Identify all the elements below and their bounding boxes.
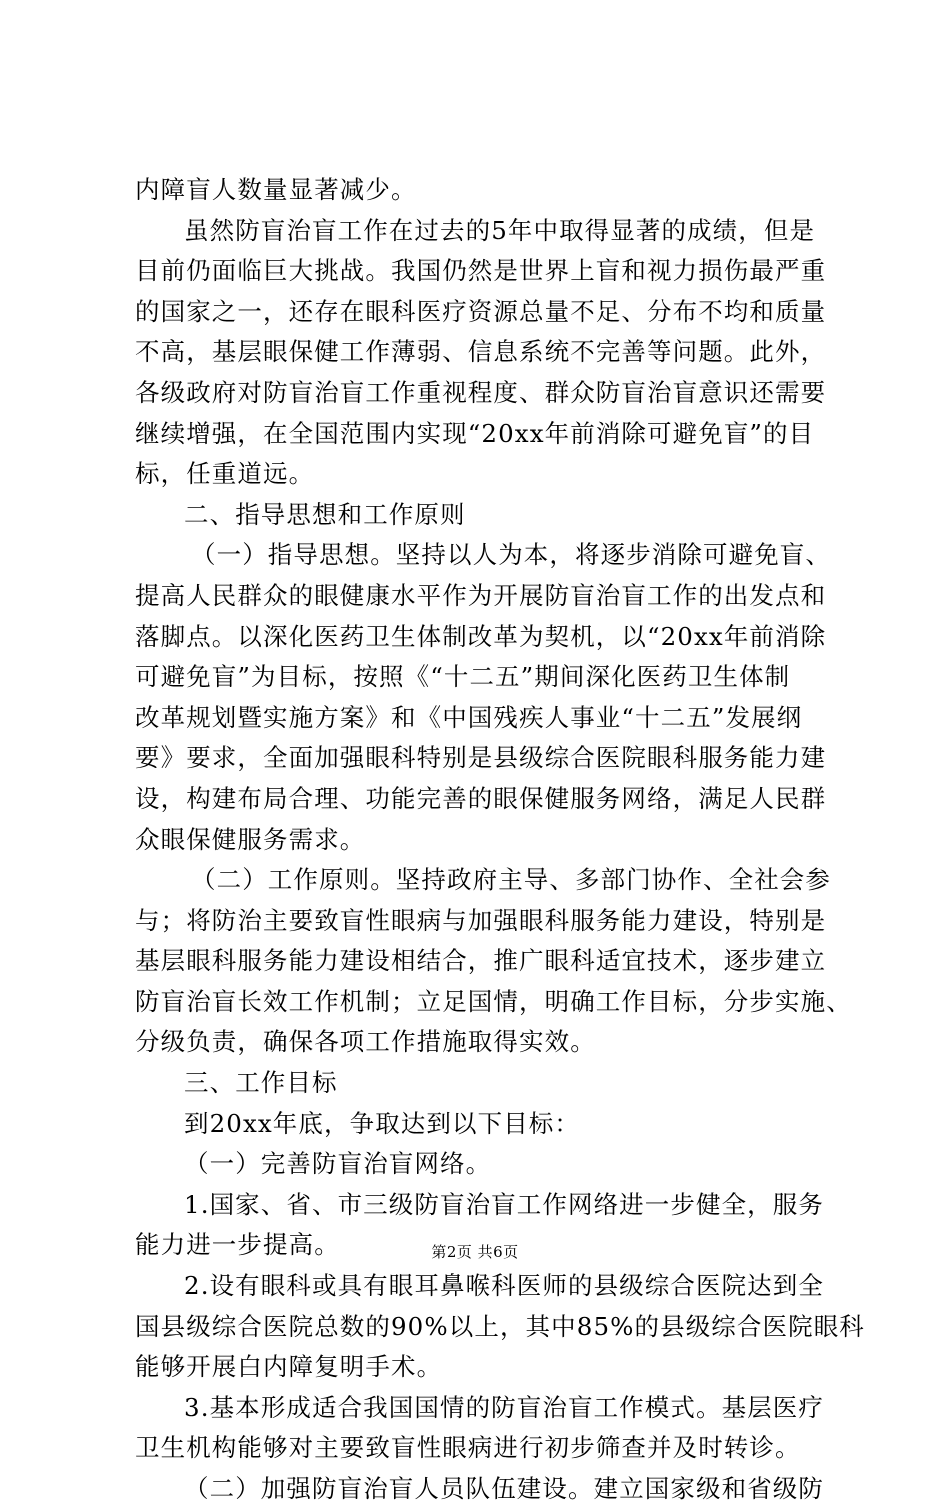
text-line: （二）加强防盲治盲人员队伍建设。建立国家级和省级防 (184, 1474, 824, 1503)
text-line: 3.基本形成适合我国国情的防盲治盲工作模式。基层医疗 (184, 1392, 824, 1422)
text-line: 防盲治盲长效工作机制；立足国情，明确工作目标，分步实施、 (135, 986, 852, 1016)
text-line: 2.设有眼科或具有眼耳鼻喉科医师的县级综合医院达到全 (184, 1271, 824, 1301)
text-line: （一）指导思想。坚持以人为本，将逐步消除可避免盲、 (191, 540, 831, 570)
text-line: 与；将防治主要致盲性眼病与加强眼科服务能力建设，特别是 (135, 905, 827, 935)
text-line: 可避免盲”为目标，按照《“十二五”期间深化医药卫生体制 (135, 662, 791, 692)
text-line: 各级政府对防盲治盲工作重视程度、群众防盲治盲意识还需要 (135, 377, 827, 407)
text-line: 内障盲人数量显著减少。 (135, 175, 417, 204)
text-line: （二）工作原则。坚持政府主导、多部门协作、全社会参 (191, 865, 831, 895)
section-heading: 三、工作目标 (184, 1068, 338, 1098)
document-body (135, 170, 865, 1510)
page-number-footer: 第2页 共6页 (431, 1243, 519, 1261)
text-line: 卫生机构能够对主要致盲性眼病进行初步筛查并及时转诊。 (135, 1433, 801, 1463)
text-line: 提高人民群众的眼健康水平作为开展防盲治盲工作的出发点和 (135, 580, 827, 610)
text-line: 设，构建布局合理、功能完善的眼保健服务网络，满足人民群 (135, 783, 827, 813)
text-line: 能力进一步提高。 (135, 1230, 340, 1260)
text-line: 国县级综合医院总数的90%以上，其中85%的县级综合医院眼科 (135, 1311, 865, 1341)
text-line: 分级负责，确保各项工作措施取得实效。 (135, 1027, 596, 1057)
text-line: 目前仍面临巨大挑战。我国仍然是世界上盲和视力损伤最严重 (135, 256, 827, 286)
text-line: 到20xx年底，争取达到以下目标： (184, 1108, 581, 1138)
text-line: 改革规划暨实施方案》和《中国残疾人事业“十二五”发展纲 (135, 702, 803, 732)
text-line: 基层眼科服务能力建设相结合，推广眼科适宜技术，逐步建立 (135, 946, 827, 976)
text-line: 不高，基层眼保健工作薄弱、信息系统不完善等问题。此外， (135, 337, 827, 367)
text-line: 虽然防盲治盲工作在过去的5年中取得显著的成绩，但是 (184, 215, 816, 245)
text-line: 要》要求，全面加强眼科特别是县级综合医院眼科服务能力建 (135, 743, 827, 773)
subsection-heading: （一）完善防盲治盲网络。 (184, 1149, 492, 1179)
text-line: 的国家之一，还存在眼科医疗资源总量不足、分布不均和质量 (135, 296, 827, 326)
text-line: 继续增强，在全国范围内实现“20xx年前消除可避免盲”的目 (135, 418, 815, 448)
text-line: 落脚点。以深化医药卫生体制改革为契机，以“20xx年前消除 (135, 621, 827, 651)
section-heading: 二、指导思想和工作原则 (184, 499, 466, 529)
text-line: 标，任重道远。 (135, 459, 315, 489)
text-line: 众眼保健服务需求。 (135, 824, 366, 854)
text-line: 1.国家、省、市三级防盲治盲工作网络进一步健全，服务 (184, 1189, 824, 1219)
text-line: 能够开展白内障复明手术。 (135, 1352, 443, 1382)
